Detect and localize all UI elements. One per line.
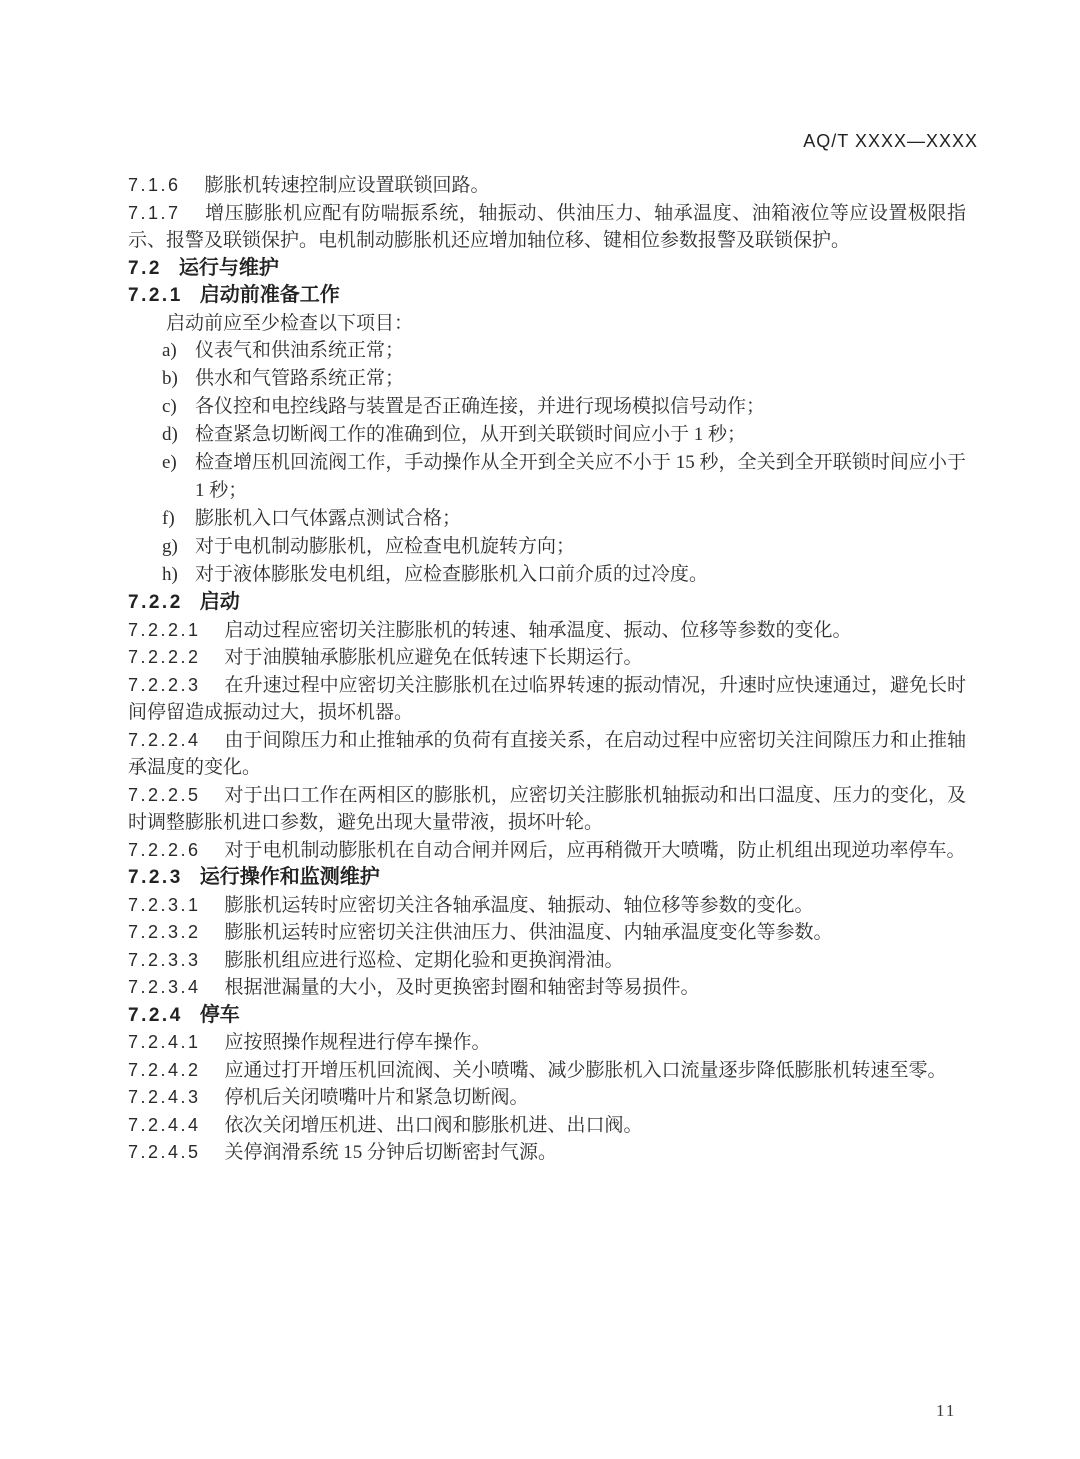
intro-paragraph: 启动前应至少检查以下项目： xyxy=(166,312,414,334)
clause-number: 7.2.2.2 xyxy=(128,647,201,667)
list-marker: e) xyxy=(162,452,177,473)
list-item-c xyxy=(128,393,966,421)
clause-number: 7.1.7 xyxy=(128,202,181,223)
clause-7-2-2-6 xyxy=(128,837,966,865)
list-item-text: 膨胀机入口气体露点测试合格； xyxy=(195,508,462,529)
clause-7-2-3-1 xyxy=(128,892,966,920)
clause-number: 7.2.4.2 xyxy=(128,1059,201,1080)
clause-7-2-2-3 xyxy=(128,672,966,727)
clause-7-2-2-2 xyxy=(128,644,966,672)
heading-text: 停车 xyxy=(199,1003,240,1026)
clause-text: 停机后关闭喷嘴叶片和紧急切断阀。 xyxy=(224,1087,529,1108)
document-body xyxy=(128,172,966,1167)
clause-7-2-3-3 xyxy=(128,947,966,975)
header-doc-code: AQ/T XXXX—XXXX xyxy=(803,131,978,151)
clause-text: 增压膨胀机应配有防喘振系统，轴振动、供油压力、轴承温度、油箱液位等应设置极限指示、报警及联锁保护。电机制动膨胀机还应增加轴位移、键相位参数报警及联锁保护。 xyxy=(128,202,966,251)
heading-text: 运行与维护 xyxy=(178,256,279,279)
clause-number: 7.2.4.4 xyxy=(128,1114,201,1135)
clause-text: 根据泄漏量的大小，及时更换密封圈和轴密封等易损件。 xyxy=(224,977,700,998)
clause-number: 7.2.2 xyxy=(128,592,183,613)
clause-number: 7.2.2.1 xyxy=(128,619,201,640)
clause-number: 7.2.3.4 xyxy=(128,977,201,997)
list-item-text: 检查紧急切断阀工作的准确到位，从开到关联锁时间应小于 1 秒； xyxy=(195,424,747,445)
clause-text: 应通过打开增压机回流阀、关小喷嘴、减少膨胀机入口流量逐步降低膨胀机转速至零。 xyxy=(224,1059,947,1081)
list-item-text: 对于电机制动膨胀机，应检查电机旋转方向； xyxy=(195,536,576,557)
clause-7-1-6 xyxy=(128,172,966,200)
heading-7-2-1 xyxy=(128,282,966,310)
clause-number: 7.2.3.3 xyxy=(128,949,201,970)
list-item-text: 供水和气管路系统正常； xyxy=(195,368,405,389)
page-number: 11 xyxy=(936,1401,957,1420)
clause-number: 7.2.4.5 xyxy=(128,1142,201,1162)
clause-number: 7.2.3.1 xyxy=(128,894,201,915)
clause-text: 膨胀机运转时应密切关注各轴承温度、轴振动、轴位移等参数的变化。 xyxy=(224,894,814,916)
clause-7-2-2-5 xyxy=(128,782,966,837)
list-item-e xyxy=(128,449,966,505)
list-marker: a) xyxy=(162,340,177,361)
clause-number: 7.2.1 xyxy=(128,285,183,306)
clause-number: 7.2.2.4 xyxy=(128,729,201,750)
clause-text: 在升速过程中应密切关注膨胀机在过临界转速的振动情况，升速时应快速通过，避免长时间停留造成振动过大，损坏机器。 xyxy=(128,674,966,723)
clause-text: 膨胀机转速控制应设置联锁回路。 xyxy=(204,175,490,196)
clause-number: 7.2.3 xyxy=(128,867,183,888)
heading-7-2 xyxy=(128,255,966,283)
heading-text: 运行操作和监测维护 xyxy=(199,866,380,888)
list-item-text: 对于液体膨胀发电机组，应检查膨胀机入口前介质的过冷度。 xyxy=(195,564,709,585)
clause-number: 7.2.4.1 xyxy=(128,1032,201,1052)
list-item-text: 检查增压机回流阀工作，手动操作从全开到全关应不小于 15 秒，全关到全开联锁时间应小于 1 秒； xyxy=(195,452,966,501)
clause-text: 应按照操作规程进行停车操作。 xyxy=(224,1032,491,1053)
clause-text: 对于电机制动膨胀机在自动合闸并网后，应再稍微开大喷嘴，防止机组出现逆功率停车。 xyxy=(224,839,966,861)
clause-7-2-3-2 xyxy=(128,919,966,947)
clause-text: 对于油膜轴承膨胀机应避免在低转速下长期运行。 xyxy=(224,647,643,668)
heading-7-2-4 xyxy=(128,1002,966,1030)
clause-7-2-2-1 xyxy=(128,617,966,645)
list-marker: c) xyxy=(162,396,177,417)
list-item-b xyxy=(128,365,966,393)
list-item-g xyxy=(128,533,966,561)
clause-text: 由于间隙压力和止推轴承的负荷有直接关系，在启动过程中应密切关注间隙压力和止推轴承温度的变化。 xyxy=(128,729,966,778)
clause-text: 关停润滑系统 15 分钟后切断密封气源。 xyxy=(224,1142,558,1163)
list-item-text: 各仪控和电控线路与装置是否正确连接，并进行现场模拟信号动作； xyxy=(195,396,766,417)
clause-number: 7.2.3.2 xyxy=(128,922,201,942)
list-marker: g) xyxy=(162,536,178,557)
clause-text: 启动过程应密切关注膨胀机的转速、轴承温度、振动、位移等参数的变化。 xyxy=(224,619,852,641)
clause-text: 膨胀机运转时应密切关注供油压力、供油温度、内轴承温度变化等参数。 xyxy=(224,922,833,943)
list-marker: f) xyxy=(162,508,175,529)
list-item-d xyxy=(128,421,966,449)
clause-7-2-4-3 xyxy=(128,1084,966,1112)
heading-text: 启动前准备工作 xyxy=(199,284,340,306)
list-item-f xyxy=(128,505,966,533)
clause-7-2-4-5 xyxy=(128,1139,966,1167)
clause-number: 7.2.4.3 xyxy=(128,1087,201,1107)
list-item-a xyxy=(128,337,966,365)
list-marker: d) xyxy=(162,424,178,445)
clause-7-1-7 xyxy=(128,200,966,255)
heading-text: 启动 xyxy=(199,591,240,613)
list-item-text: 仪表气和供油系统正常； xyxy=(195,340,405,361)
clause-number: 7.2.2.5 xyxy=(128,784,201,805)
heading-7-2-2 xyxy=(128,589,966,617)
clause-number: 7.2.2.6 xyxy=(128,839,201,860)
heading-7-2-3 xyxy=(128,864,966,892)
clause-number: 7.2.4 xyxy=(128,1004,183,1026)
clause-number: 7.2 xyxy=(128,257,162,279)
clause-7-2-4-4 xyxy=(128,1112,966,1140)
clause-number: 7.1.6 xyxy=(128,175,181,195)
list-marker: b) xyxy=(162,368,178,389)
list-item-h xyxy=(128,561,966,589)
clause-text: 依次关闭增压机进、出口阀和膨胀机进、出口阀。 xyxy=(224,1114,643,1136)
clause-7-2-2-4 xyxy=(128,727,966,782)
clause-number: 7.2.2.3 xyxy=(128,674,201,695)
clause-text: 对于出口工作在两相区的膨胀机，应密切关注膨胀机轴振动和出口温度、压力的变化，及时调整膨胀机进口参数，避免出现大量带液，损坏叶轮。 xyxy=(128,784,966,833)
clause-text: 膨胀机组应进行巡检、定期化验和更换润滑油。 xyxy=(224,949,624,971)
clause-7-2-4-1 xyxy=(128,1029,966,1057)
list-marker: h) xyxy=(162,564,178,585)
clause-7-2-4-2 xyxy=(128,1057,966,1085)
clause-7-2-3-4 xyxy=(128,974,966,1002)
